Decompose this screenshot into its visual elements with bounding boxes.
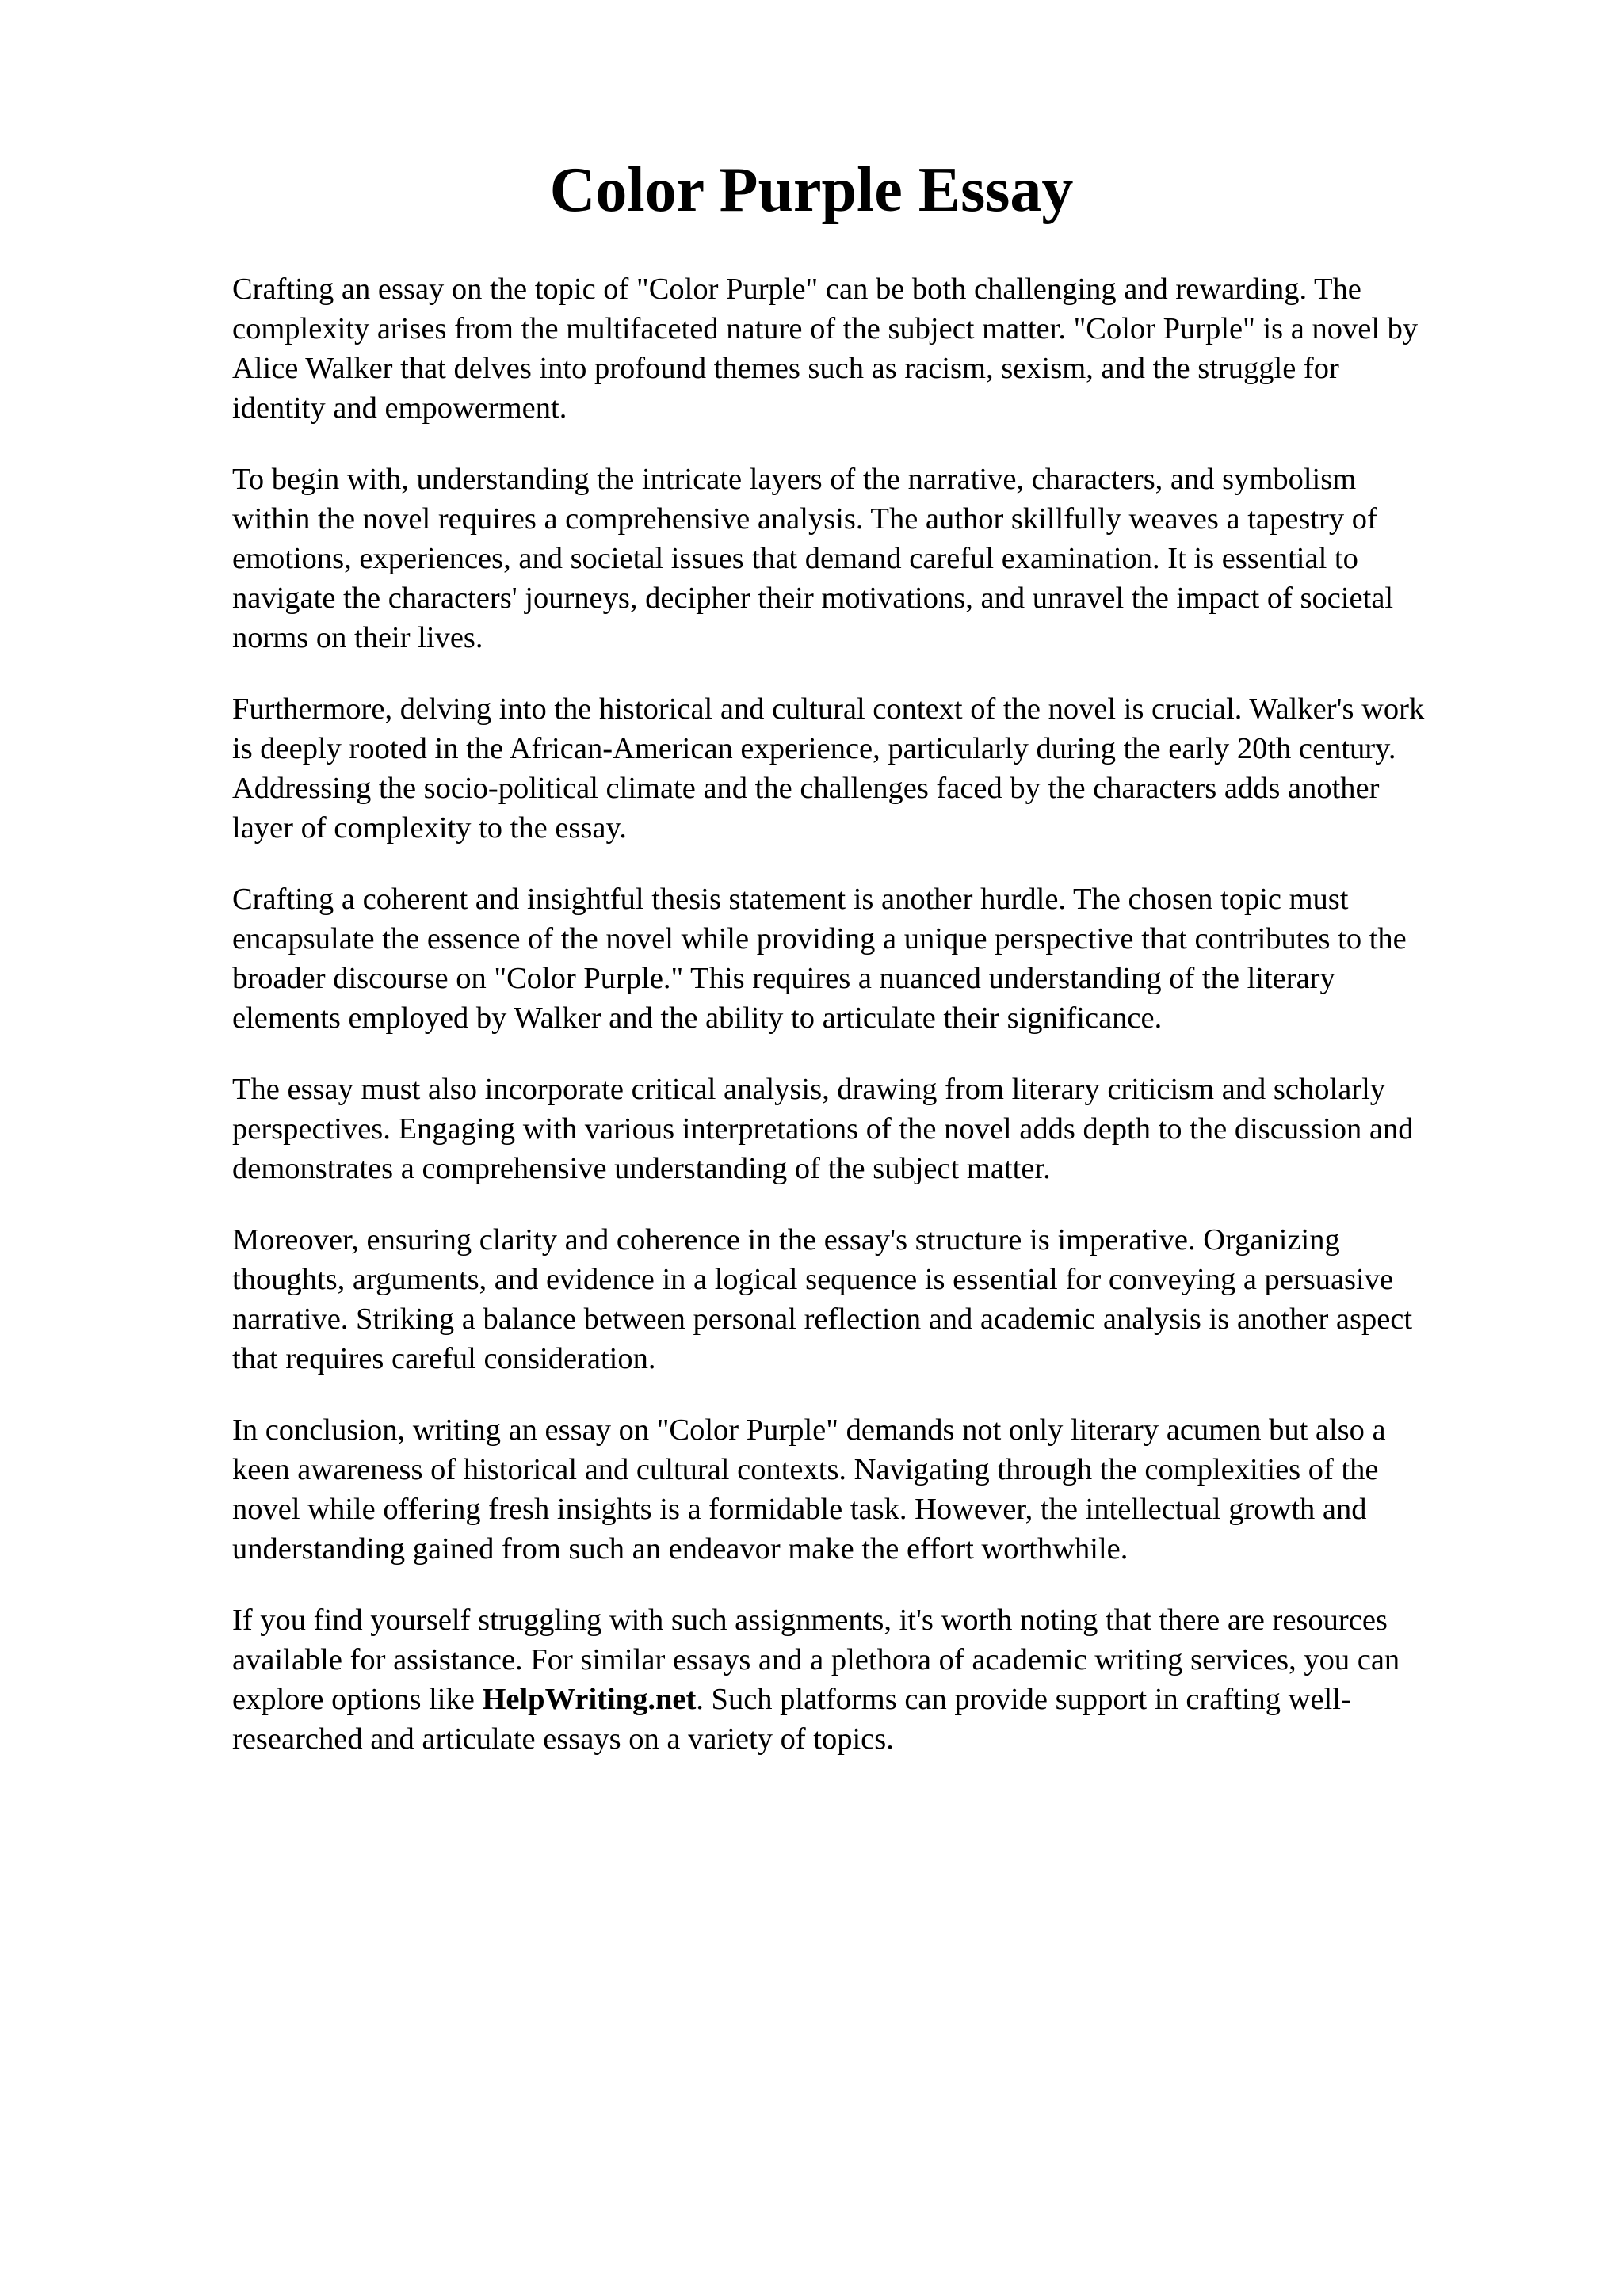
paragraph-2 bbox=[232, 460, 1532, 658]
paragraph-6 bbox=[232, 1220, 1532, 1379]
text-line: Crafting an essay on the topic of "Color Purple" can be both challenging and rewarding. The bbox=[232, 273, 1361, 306]
paragraph-5 bbox=[232, 1070, 1532, 1188]
text-line: keen awareness of historical and cultural contexts. Navigating through the complexities of the bbox=[232, 1453, 1379, 1486]
text-line: Alice Walker that delves into profound themes such as racism, sexism, and the struggle for bbox=[232, 352, 1339, 385]
text-line: that requires careful consideration. bbox=[232, 1342, 656, 1375]
text-line: Crafting a coherent and insightful thesis statement is another hurdle. The chosen topic must bbox=[232, 883, 1349, 916]
text-line: available for assistance. For similar essays and a plethora of academic writing services, you can bbox=[232, 1643, 1400, 1676]
paragraph-3 bbox=[232, 689, 1532, 848]
helpwriting-link[interactable]: HelpWriting.net bbox=[482, 1683, 697, 1716]
text-line: identity and empowerment. bbox=[232, 391, 567, 425]
text-line: thoughts, arguments, and evidence in a logical sequence is essential for conveying a persuasive bbox=[232, 1263, 1394, 1296]
text-line: In conclusion, writing an essay on "Color Purple" demands not only literary acumen but also a bbox=[232, 1413, 1386, 1447]
text-line: researched and articulate essays on a variety of topics. bbox=[232, 1722, 894, 1756]
document-body bbox=[232, 269, 1532, 1791]
document-title: Color Purple Essay bbox=[549, 155, 1074, 225]
text-line-with-link bbox=[232, 1680, 1532, 1719]
paragraph-7 bbox=[232, 1410, 1532, 1569]
paragraph-4 bbox=[232, 879, 1532, 1038]
text-line: Furthermore, delving into the historical and cultural context of the novel is crucial. Walker's work bbox=[232, 692, 1425, 726]
text-line: navigate the characters' journeys, decipher their motivations, and unravel the impact of societal bbox=[232, 582, 1394, 615]
text-line: To begin with, understanding the intricate layers of the narrative, characters, and symbolism bbox=[232, 463, 1357, 496]
paragraph-8 bbox=[232, 1600, 1532, 1759]
text-line: within the novel requires a comprehensive analysis. The author skillfully weaves a tapestry of bbox=[232, 502, 1377, 536]
text-line: If you find yourself struggling with such assignments, it's worth noting that there are resources bbox=[232, 1604, 1388, 1637]
text-line: Addressing the socio-political climate and the challenges faced by the characters adds another bbox=[232, 772, 1380, 805]
text-line: narrative. Striking a balance between personal reflection and academic analysis is another aspect bbox=[232, 1302, 1413, 1336]
text-line: encapsulate the essence of the novel while providing a unique perspective that contributes to the bbox=[232, 922, 1407, 955]
text-line: norms on their lives. bbox=[232, 621, 483, 654]
text-line: demonstrates a comprehensive understanding of the subject matter. bbox=[232, 1152, 1051, 1185]
paragraph-1 bbox=[232, 269, 1532, 428]
text-line: The essay must also incorporate critical analysis, drawing from literary criticism and scholarly bbox=[232, 1073, 1386, 1106]
text-line: understanding gained from such an endeavor make the effort worthwhile. bbox=[232, 1532, 1128, 1566]
text-line: elements employed by Walker and the ability to articulate their significance. bbox=[232, 1001, 1163, 1035]
text-line: broader discourse on "Color Purple." This requires a nuanced understanding of the literary bbox=[232, 962, 1335, 995]
text-line: perspectives. Engaging with various interpretations of the novel adds depth to the discussion and bbox=[232, 1112, 1414, 1146]
text-line: novel while offering fresh insights is a formidable task. However, the intellectual growth and bbox=[232, 1493, 1367, 1526]
text-line: is deeply rooted in the African-American experience, particularly during the early 20th century. bbox=[232, 732, 1396, 765]
text-line: emotions, experiences, and societal issues that demand careful examination. It is essential to bbox=[232, 542, 1358, 575]
text-line: Moreover, ensuring clarity and coherence in the essay's structure is imperative. Organizing bbox=[232, 1223, 1340, 1257]
text-segment: explore options like bbox=[232, 1683, 483, 1716]
text-line: complexity arises from the multifaceted nature of the subject matter. "Color Purple" is a novel by bbox=[232, 312, 1419, 345]
text-segment: . Such platforms can provide support in crafting well- bbox=[696, 1683, 1351, 1716]
text-line: layer of complexity to the essay. bbox=[232, 811, 627, 845]
